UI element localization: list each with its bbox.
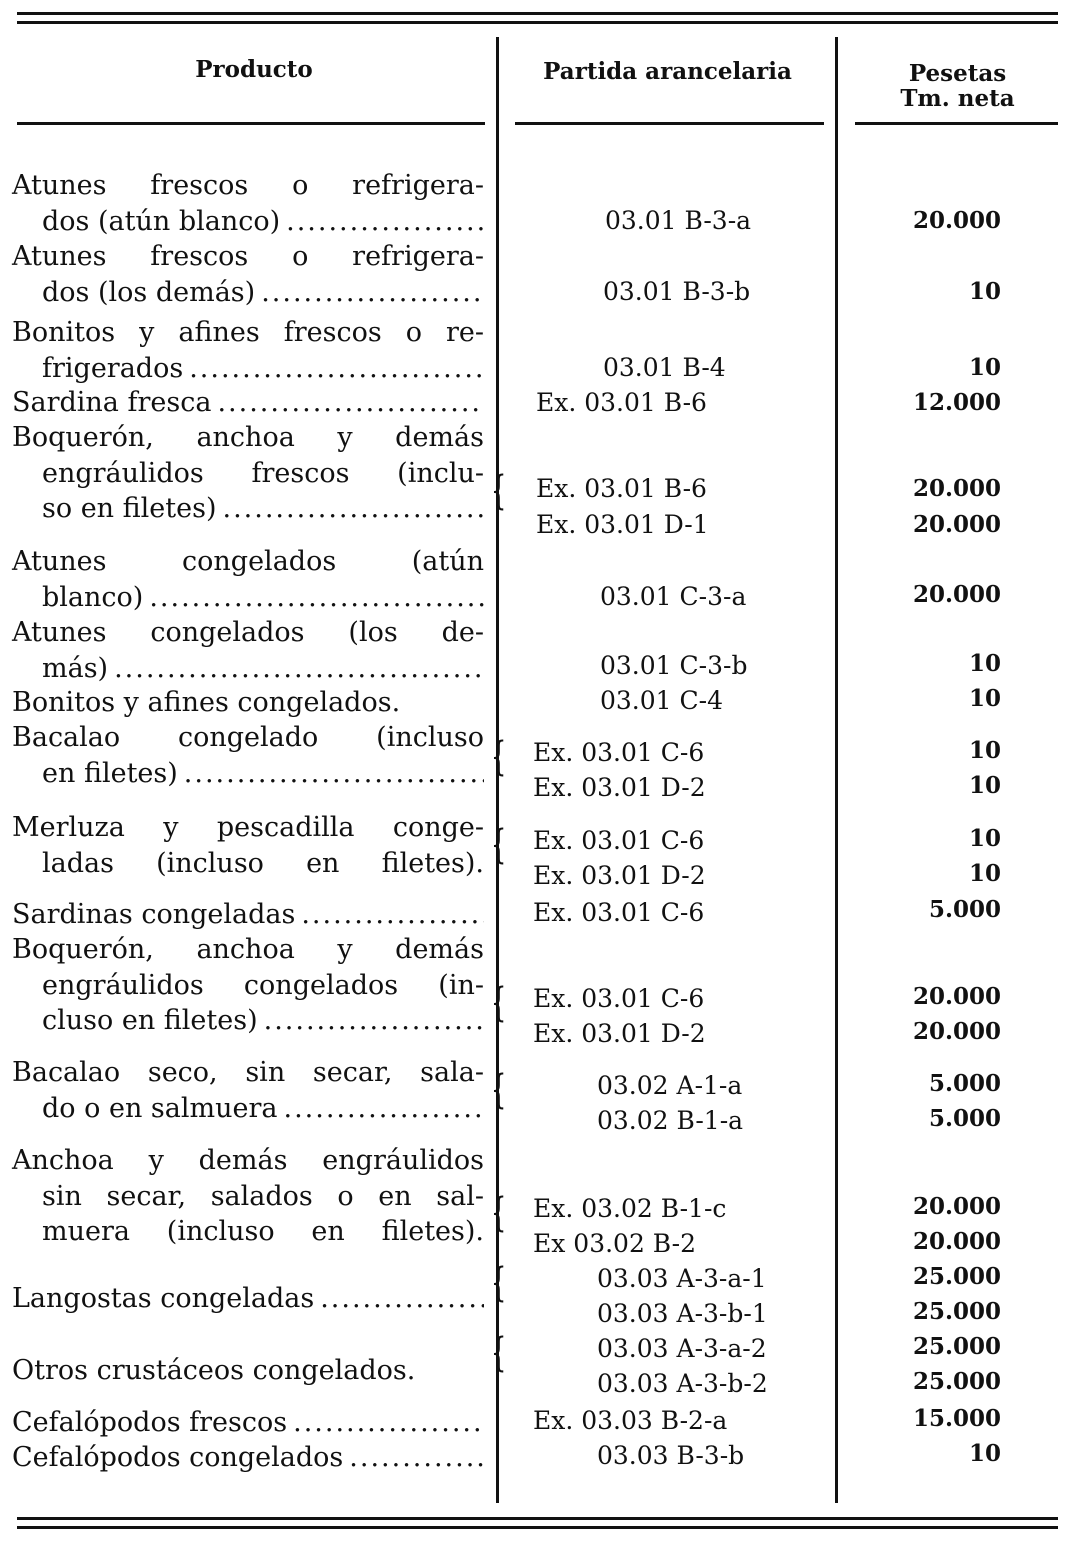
tariff-code: 03.03 A-3-b-1 (597, 1299, 768, 1328)
price-value: 20.000 (912, 475, 1001, 502)
brace-icon: { (491, 822, 507, 868)
table-row-product: Atunes frescos o refrigera- dos (atún blanco) ..... (12, 168, 484, 239)
header-underline-product (17, 122, 485, 125)
header-price-line2: Tm. neta (900, 85, 1015, 112)
tariff-code: Ex. 03.01 B-6 (536, 474, 707, 503)
price-value: 15.000 (912, 1405, 1001, 1432)
price-value: 10 (968, 685, 1001, 712)
tariff-code: Ex. 03.01 D-2 (533, 1019, 706, 1048)
table-row-product: Atunes congelados (atún blanco) ..... (12, 544, 484, 615)
tariff-code: 03.01 B-3-b (603, 277, 751, 306)
header-underline-price (855, 122, 1058, 125)
table-row-product: Bonitos y afines frescos o re- frigerados ..... (12, 315, 484, 386)
price-value: 25.000 (912, 1298, 1001, 1325)
table-row-product: Cefalópodos frescos ..... (12, 1405, 484, 1441)
price-value: 12.000 (912, 389, 1001, 416)
bottom-rule (17, 1517, 1058, 1520)
tariff-code: Ex. 03.02 B-1-c (533, 1194, 727, 1223)
tariff-code: Ex 03.02 B-2 (533, 1229, 697, 1258)
table-row-product: Boquerón, anchoa y demás engráulidos congelados (in- cluso en filetes) ..... (12, 932, 484, 1039)
price-value: 10 (968, 825, 1001, 852)
price-value: 20.000 (912, 581, 1001, 608)
table-row-product: Langostas congeladas ..... (12, 1281, 484, 1317)
header-underline-tariff (515, 122, 824, 125)
table-row-product: Sardinas congeladas ..... (12, 897, 484, 933)
price-value: 25.000 (912, 1263, 1001, 1290)
top-rule-inner (17, 21, 1058, 24)
tariff-code: 03.03 B-3-b (597, 1441, 745, 1470)
column-divider-2 (835, 37, 838, 1503)
table-row-product: Anchoa y demás engráulidos sin secar, salados o en sal- muera (incluso en filetes). (12, 1145, 484, 1247)
price-value: 10 (968, 860, 1001, 887)
tariff-code: Ex. 03.01 C-6 (533, 898, 705, 927)
tariff-code: Ex. 03.01 B-6 (536, 388, 707, 417)
price-value: 20.000 (912, 983, 1001, 1010)
tariff-code: 03.03 A-3-a-2 (597, 1334, 767, 1363)
price-value: 25.000 (912, 1368, 1001, 1395)
brace-icon: { (491, 1260, 507, 1306)
price-value: 5.000 (928, 1105, 1001, 1132)
table-row-product: Bacalao seco, sin secar, sala- do o en salmuera ..... (12, 1055, 484, 1126)
brace-icon: { (491, 1330, 507, 1376)
brace-icon: { (491, 734, 507, 780)
tariff-code: Ex. 03.01 C-6 (533, 826, 705, 855)
tariff-code: 03.02 B-1-a (597, 1106, 744, 1135)
tariff-code: 03.01 B-3-a (605, 206, 752, 235)
price-value: 20.000 (912, 1193, 1001, 1220)
tariff-code: 03.03 A-3-b-2 (597, 1369, 768, 1398)
header-price-line1: Pesetas (908, 60, 1007, 87)
table-row-product: Bonitos y afines congelados. (12, 687, 401, 718)
bottom-rule-inner (17, 1526, 1058, 1529)
price-value: 20.000 (912, 511, 1001, 538)
header-product: Producto (195, 56, 313, 83)
tariff-code: 03.01 C-4 (600, 686, 723, 715)
price-value: 10 (968, 354, 1001, 381)
tariff-code: Ex. 03.03 B-2-a (533, 1406, 728, 1435)
price-value: 10 (968, 737, 1001, 764)
tariff-code: 03.02 A-1-a (597, 1071, 743, 1100)
price-value: 25.000 (912, 1333, 1001, 1360)
tariff-code: 03.01 B-4 (603, 353, 726, 382)
brace-icon: { (491, 1067, 507, 1113)
tariff-code: 03.01 C-3-b (600, 651, 748, 680)
top-rule (17, 12, 1058, 15)
tariff-code: Ex. 03.01 C-6 (533, 984, 705, 1013)
tariff-code: Ex. 03.01 D-2 (533, 773, 706, 802)
table-row-product: Atunes congelados (los de- más) ..... (12, 615, 484, 686)
table-row-product: Boquerón, anchoa y demás engráulidos frescos (inclu- so en filetes) ..... (12, 420, 484, 527)
tariff-code: Ex. 03.01 C-6 (533, 738, 705, 767)
tariff-code: 03.03 A-3-a-1 (597, 1264, 767, 1293)
header-tariff: Partida arancelaria (543, 58, 792, 85)
price-value: 10 (968, 278, 1001, 305)
price-value: 5.000 (928, 1070, 1001, 1097)
table-row-product: Bacalao congelado (incluso en filetes) ..... (12, 720, 484, 791)
tariff-code: Ex. 03.01 D-2 (533, 861, 706, 890)
table-row-product: Otros crustáceos congelados. (12, 1355, 416, 1386)
price-value: 5.000 (928, 896, 1001, 923)
brace-icon: { (491, 980, 507, 1026)
price-value: 10 (968, 1440, 1001, 1467)
table-row-product: Merluza y pescadilla conge- ladas (incluso en filetes). (12, 812, 484, 879)
price-value: 10 (968, 772, 1001, 799)
table-row-product: Atunes frescos o refrigera- dos (los demás) ..... (12, 239, 484, 310)
price-value: 10 (968, 650, 1001, 677)
table-row-product: Cefalópodos congelados ..... (12, 1440, 484, 1476)
price-value: 20.000 (912, 207, 1001, 234)
tariff-code: Ex. 03.01 D-1 (536, 510, 709, 539)
price-value: 20.000 (912, 1018, 1001, 1045)
brace-icon: { (491, 468, 507, 514)
tariff-code: 03.01 C-3-a (600, 582, 747, 611)
brace-icon: { (491, 1190, 507, 1236)
table-row-product: Sardina fresca ..... (12, 385, 484, 421)
price-value: 20.000 (912, 1228, 1001, 1255)
